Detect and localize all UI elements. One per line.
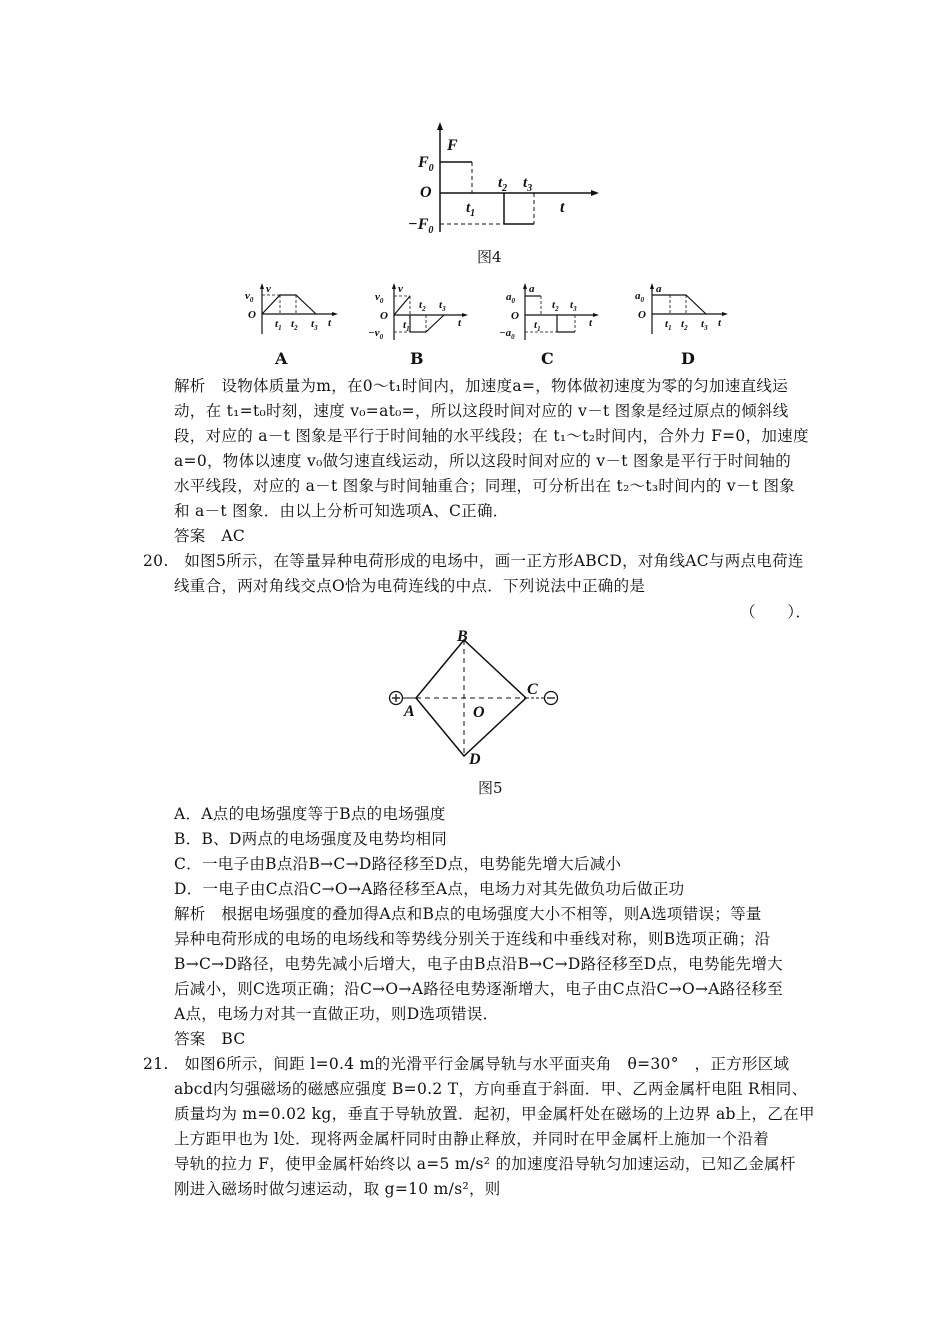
svg-text:O: O xyxy=(248,309,256,321)
option-label-a: A xyxy=(275,349,288,368)
q19-analysis-line: 动，在 t₁=t₀时刻，速度 v₀=at₀=，所以这段时间对应的 v－t 图象是经过原点的倾斜线 xyxy=(174,402,789,420)
svg-text:t1: $t_1$ xyxy=(534,319,541,333)
svg-text:t1: $t_1$ xyxy=(466,200,476,219)
svg-text:B: B xyxy=(457,628,468,645)
fig4-origin-label: O xyxy=(420,184,432,201)
svg-text:v0: $v_0$ xyxy=(245,290,254,304)
svg-text:−v0: $-v_0$ xyxy=(368,327,384,341)
fig4-F-label: F xyxy=(447,137,458,154)
svg-text:O: O xyxy=(380,310,388,322)
q20-option-c: C．一电子由B点沿B→C→D路径移至D点，电势能先增大后减小 xyxy=(174,855,622,873)
q20-stem-line: 20. 如图5所示，在等量异种电荷形成的电场中，画一正方形ABCD，对角线AC与两点电荷连 xyxy=(143,552,804,570)
svg-text:C: C xyxy=(527,681,538,698)
q21-stem-line: 导轨的拉力 F，使甲金属杆始终以 a=5 m/s² 的加速度沿导轨匀加速运动，已知乙金属杆 xyxy=(174,1155,796,1173)
svg-text:v: v xyxy=(398,283,403,295)
svg-text:t: t xyxy=(589,317,593,329)
q19-analysis-line: 和 a－t 图象．由以上分析可知选项A、C正确． xyxy=(174,502,509,520)
fig4-t-axis-label: t xyxy=(560,199,565,216)
q21-stem-line: 质量均为 m=0.02 kg，垂直于导轨放置．起初，甲金属杆处在磁场的上边界 ab上，乙在甲 xyxy=(174,1105,815,1123)
svg-text:−F0: $-F_0$ xyxy=(408,216,434,236)
svg-text:v: v xyxy=(266,283,271,295)
svg-text:a0: $a_0$ xyxy=(506,291,515,305)
negative-charge-icon xyxy=(545,692,558,705)
svg-text:t2: $t_2$ xyxy=(419,299,426,313)
svg-text:t3: $t_3$ xyxy=(523,175,533,194)
svg-text:t: t xyxy=(328,317,332,329)
q19-analysis-line: 段，对应的 a－t 图象是平行于时间轴的水平线段；在 t₁～t₂时间内，合外力 F=0，加速度 xyxy=(174,427,809,445)
option-graph-c xyxy=(497,282,602,344)
svg-text:D: D xyxy=(469,751,481,768)
svg-text:O: O xyxy=(511,310,519,322)
q20-analysis-line: 后减小，则C选项正确；沿C→O→A路径电势逐渐增大，电子由C点沿C→O→A路径移至 xyxy=(174,980,783,998)
q21-stem-line: 刚进入磁场时做匀速运动，取 g=10 m/s²，则 xyxy=(174,1180,501,1198)
q20-option-d: D．一电子由C点沿C→O→A路径移至A点，电场力对其先做负功后做正功 xyxy=(174,880,685,898)
q20-option-b: B．B、D两点的电场强度及电势均相同 xyxy=(174,830,448,848)
svg-text:t1: $t_1$ xyxy=(665,318,672,332)
svg-text:t3: $t_3$ xyxy=(701,318,708,332)
svg-text:t3: $t_3$ xyxy=(311,318,318,332)
q20-answer: 答案 BC xyxy=(174,1030,246,1048)
figure-4-force-time-graph xyxy=(400,120,600,240)
q20-analysis-line: A点，电场力对其一直做正功，则D选项错误． xyxy=(174,1005,499,1023)
q20-option-a: A．A点的电场强度等于B点的电场强度 xyxy=(174,805,446,823)
q19-analysis-line: 解析 设物体质量为m，在0～t₁时间内，加速度a=，物体做初速度为零的匀加速直线运 xyxy=(174,377,789,395)
svg-text:t2: $t_2$ xyxy=(681,318,688,332)
q19-answer: 答案 AC xyxy=(174,527,246,545)
svg-text:O: O xyxy=(473,704,485,721)
figure-4-caption: 图4 xyxy=(477,248,502,266)
svg-text:t3: $t_3$ xyxy=(439,299,446,313)
figure-5-square-charges xyxy=(384,624,564,774)
svg-text:−a0: $-a_0$ xyxy=(499,327,515,341)
svg-text:t3: $t_3$ xyxy=(570,299,577,313)
q20-stem-line: 线重合，两对角线交点O恰为电荷连线的中点．下列说法中正确的是 xyxy=(174,577,646,595)
svg-text:t2: $t_2$ xyxy=(498,175,508,194)
svg-text:a0: $a_0$ xyxy=(635,290,644,304)
q21-stem-line: abcd内匀强磁场的磁感应强度 B=0.2 T，方向垂直于斜面．甲、乙两金属杆电阻 R相同、 xyxy=(174,1080,808,1098)
svg-text:A: A xyxy=(404,703,415,720)
svg-text:v0: $v_0$ xyxy=(375,291,384,305)
svg-text:t2: $t_2$ xyxy=(291,318,298,332)
q20-analysis-line: 解析 根据电场强度的叠加得A点和B点的电场强度大小不相等，则A选项错误；等量 xyxy=(174,905,762,923)
option-graph-d xyxy=(630,282,730,337)
q19-analysis-line: a=0，物体以速度 v₀做匀速直线运动，所以这段时间对应的 v－t 图象是平行于时间轴的 xyxy=(174,452,792,470)
svg-text:a: a xyxy=(529,283,535,295)
figure-5-caption: 图5 xyxy=(478,779,503,797)
svg-text:t2: $t_2$ xyxy=(552,299,559,313)
svg-text:F0: $F_0$ xyxy=(418,154,434,174)
option-label-d: D xyxy=(681,349,695,368)
svg-text:t: t xyxy=(458,317,462,329)
svg-text:t1: $t_1$ xyxy=(403,319,410,333)
q20-analysis-line: 异种电荷形成的电场的电场线和等势线分别关于连线和中垂线对称，则B选项正确；沿 xyxy=(174,930,771,948)
q21-stem-line: 上方距甲也为 l处．现将两金属杆同时由静止释放，并同时在甲金属杆上施加一个沿着 xyxy=(174,1130,770,1148)
q19-analysis-line: 水平线段，对应的 a－t 图象与时间轴重合；同理，可分析出在 t₂～t₃时间内的 v－t 图象 xyxy=(174,477,796,495)
option-label-c: C xyxy=(541,349,554,368)
option-graph-b xyxy=(366,282,471,344)
option-graph-a xyxy=(240,282,340,337)
positive-charge-icon xyxy=(390,692,403,705)
svg-text:O: O xyxy=(638,309,646,321)
svg-text:t: t xyxy=(718,317,722,329)
q20-analysis-line: B→C→D路径，电势先减小后增大，电子由B点沿B→C→D路径移至D点，电势能先增大 xyxy=(174,955,783,973)
q20-answer-bracket: （ ）． xyxy=(740,603,812,621)
option-label-b: B xyxy=(410,349,424,368)
q21-stem-line: 21. 如图6所示，间距 l=0.4 m的光滑平行金属导轨与水平面夹角 θ=30° ，正方形区域 xyxy=(143,1055,790,1073)
svg-text:t1: $t_1$ xyxy=(275,318,282,332)
svg-text:a: a xyxy=(656,283,662,295)
